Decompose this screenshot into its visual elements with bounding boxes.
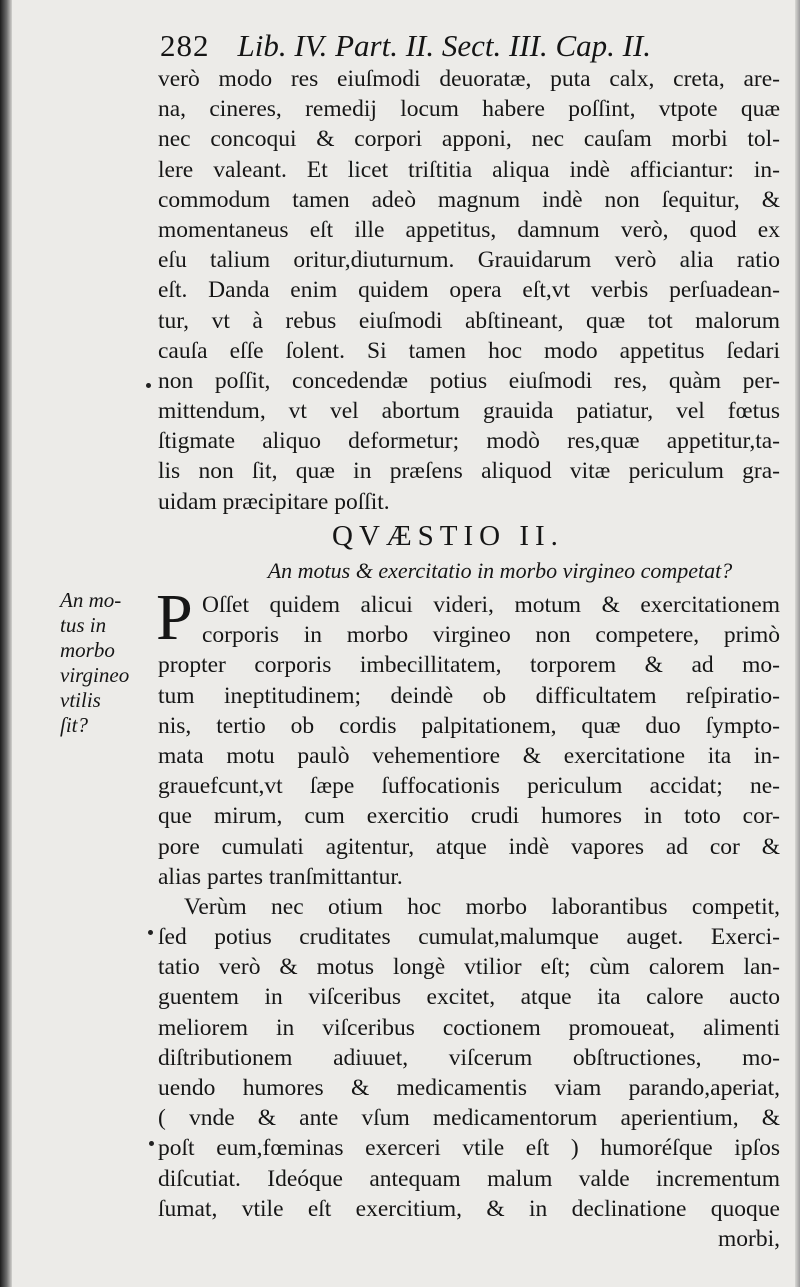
text-line: Oſſet quidem alicui videri, motum & exercitationem [202,592,780,618]
margin-dot [149,1141,154,1146]
text-line: mata motu paulò vehementiore & exercitatione ita in- [158,742,780,769]
text-line: lere valeant. Et licet triſtitia aliqua indè afficiantur: in- [158,156,780,183]
text-line: nec concoqui & corpori apponi, nec cauſam morbi tol- [158,126,780,153]
text-line: eſt. Danda enim quidem opera eſt,vt verbis perſuadean- [158,277,780,304]
text-line: guentem in viſceribus excitet, atque ita calore aucto [158,984,780,1011]
text-line: eſu talium oritur,diuturnum. Grauidarum verò alia ratio [158,247,780,274]
text-line: momentaneus eſt ille appetitus, damnum verò, quod ex [158,216,780,243]
running-title: Lib. IV. Part. II. Sect. III. Cap. II. [237,28,652,63]
text-line: grauefcunt,vt ſæpe ſuffocationis periculum accidat; ne- [158,773,780,800]
text-line: propter corporis imbecillitatem, torporem & ad mo- [158,652,780,679]
question-body [158,590,780,1254]
text-line: pore cumulati agitentur, atque indè vapores ad cor & [158,833,780,860]
margin-note-line: ſit? [60,713,89,737]
text-line: mittendum, vt vel abortum grauida patiatur, vel fœtus [158,398,780,425]
text-line: ( vnde & ante vſum medicamentorum aperientium, & [158,1105,780,1132]
text-line: que mirum, cum exercitio crudi humores in toto cor- [158,803,780,830]
text-line: commodum tamen adeò magnum indè non ſequitur, & [158,186,780,213]
text-line: Verùm nec otium hoc morbo laborantibus competit, [184,893,780,920]
text-line: corporis in morbo virgineo non competere, primò [202,622,780,649]
text-line: ſed potius cruditates cumulat,malumque auget. Exerci- [158,924,780,951]
text-line: diſcutiat. Ideóque antequam malum valde incrementum [158,1165,780,1192]
text-line: uidam præcipitare poſſit. [158,488,390,515]
text-line: cauſa eſſe ſolent. Si tamen hoc modo appetitus ſedari [158,337,780,364]
binding-shadow [0,0,12,1287]
text-line: tur, vt à rebus eiuſmodi abſtineant, quæ tot malorum [158,307,780,334]
running-header [160,28,730,68]
text-line: uendo humores & medicamentis viam parando,aperiat, [158,1075,780,1101]
text-line: tum ineptitudinem; deindè ob difficultatem reſpiratio- [158,682,780,709]
question-title: An motus & exercitatio in morbo virgineo competat? [267,558,733,583]
text-line: non poſſit, concedendæ potius eiuſmodi res, quàm per- [158,367,780,394]
text-line: morbi, [717,1225,780,1252]
text-line: poſt eum,fœminas exerceri vtile eſt ) humoréſque ipſos [158,1135,780,1162]
text-line: ſtigmate aliquo deformetur; modò res,quæ appetitur,ta- [158,428,780,455]
margin-note-line: tus in [60,613,107,637]
text-line: tatio verò & motus longè vtilior eſt; cùm calorem lan- [158,954,780,981]
text-line: nis, tertio ob cordis palpitationem, quæ duo ſympto- [158,712,780,739]
margin-dot [148,930,153,935]
page-number: 282 [160,28,210,63]
text-line: na, cineres, remedij locum habere poſſint, vtpote quæ [158,96,780,123]
text-line: meliorem in viſceribus coctionem promoueat, alimenti [158,1014,780,1041]
question-heading: QVÆSTIO II. [332,520,564,552]
margin-note [60,588,156,738]
margin-note-line: virgineo [60,663,130,687]
text-line: ſumat, vtile eſt exercitium, & in declinatione quoque [158,1195,780,1222]
margin-note-line: morbo [60,638,115,662]
margin-dot [146,383,151,388]
drop-cap: P [156,581,193,654]
text-line: verò modo res eiuſmodi deuoratæ, puta calx, creta, are- [158,66,780,92]
text-line: diſtributionem adiuuet, viſcerum obſtructiones, mo- [158,1044,780,1071]
page-edge [795,0,800,1287]
margin-note-line: An mo- [60,588,122,612]
body-text-block [158,64,780,517]
text-line: lis non ſit, quæ in præſens aliquod vitæ periculum gra- [158,458,780,485]
margin-note-line: vtilis [60,688,101,712]
text-line: alias partes tranſmittantur. [158,863,403,890]
